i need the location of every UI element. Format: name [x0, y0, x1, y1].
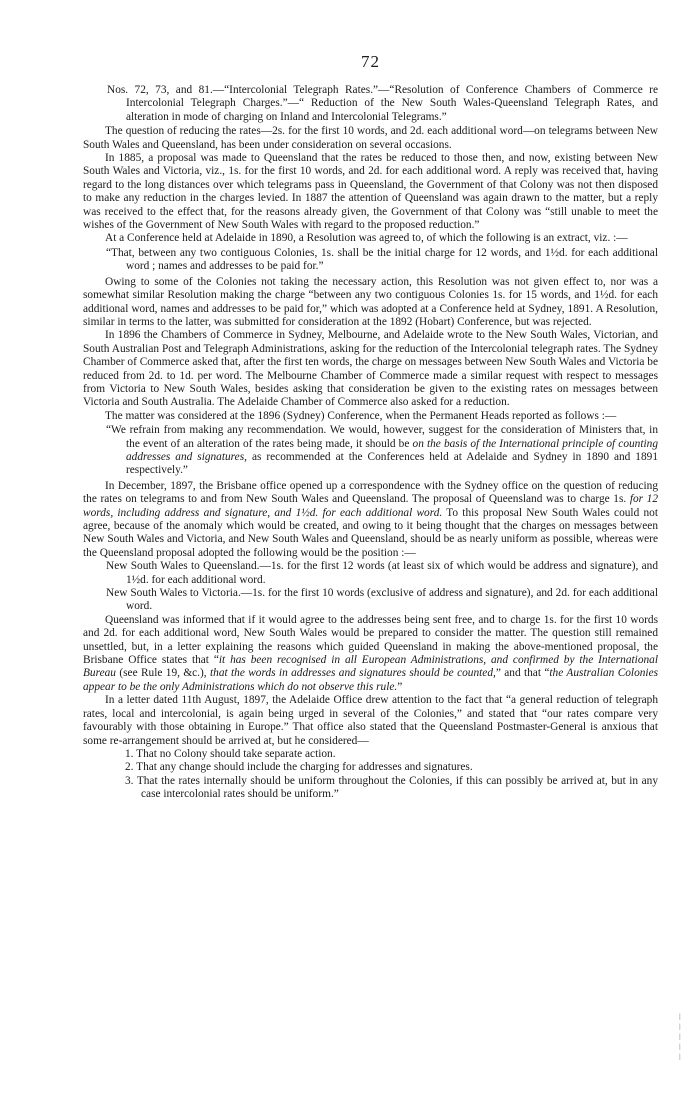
paragraph-1: The question of reducing the rates—2s. for the first 10 words, and 2d. each additional word—on telegrams between New South Wales and Queensland, has been under consideration on several occasions. — [83, 125, 658, 151]
paragraph-5: In 1896 the Chambers of Commerce in Sydney, Melbourne, and Adelaide wrote to the New South Wales, Victorian, and South Australian Post and Telegraph Administrations, asking for the reduction of the Intercolonial telegraph rates. The Sydney Chamber of Commerce asked that, after the first ten words, the charge on messages between New South Wales and Victoria be reduced from 2d. to 1d. per word. The Melbourne Chamber of Commerce made a similar request with respect to messages from Victoria to New South Wales, besides asking that consideration be given to the existing rates on messages between Victoria and South Australia. The Adelaide Chamber of Commerce also asked for a reduction. — [83, 329, 658, 409]
quote-1: “That, between any two contiguous Colonies, 1s. shall be the initial charge for 12 words, and 1½d. for each additional word ; names and addresses to be paid for.” — [106, 246, 658, 273]
list-item: 1. That no Colony should take separate action. — [125, 747, 336, 760]
paragraph-8-emphasis-1: it has been recognised in all European Administrations, and confirmed by the International Bureau — [83, 654, 658, 680]
paragraph-7-text-b: To this proposal New South Wales could not agree, because of the anomaly which would be created, and owing to it being thought that the charges on messages between New South Wales and Victoria, and New South Wales and Queensland, should be as nearly uniform as possible, whereas were the Queensland proposal adopted the following would be the position :— — [83, 506, 658, 559]
section-heading: Nos. 72, 73, and 81.—“Intercolonial Telegraph Rates.”—“Resolution of Conference Chambers of Commerce re Intercolonial Telegraph Charges.”—“ Reduction of the New South Wales-Queensland Telegraph Rates, and alteration in mode of charging on Inland and Intercolonial Telegrams.” — [107, 84, 658, 123]
paragraph-8 — [83, 614, 658, 694]
quote-2-text-a: “We refrain from making any recommendation. We would, however, suggest for the consideration of Ministers that, in the event of an alteration of the rates being made, it should be — [106, 424, 658, 450]
paragraph-3: At a Conference held at Adelaide in 1890, a Resolution was agreed to, of which the following is an extract, viz. :— — [105, 232, 628, 245]
paragraph-8-text-mid2: ” and that “ — [495, 667, 550, 680]
paragraph-8-emphasis-3: the Australian Colonies appear to be the only Administrations which do not observe this rule. — [83, 667, 659, 693]
paragraph-8-text-a: Queensland was informed that if it would agree to the addresses being sent free, and to charge 1s. for the first 10 words and 2d. for each additional word, New South Wales would be prepared to consider the matter. The question still remained unsettled, but, in a letter explaining the reasons which guided Queensland in making the above-mentioned proposal, the Brisbane Office states that “ — [83, 613, 658, 667]
margin-tick-marks: ǀ ǀ ǀ ǀ ǀ — [679, 1012, 681, 1062]
paragraph-7-emphasis: for 12 words, including address and signature, and 1½d. for each additional word. — [83, 493, 658, 519]
list-item: 3. That the rates internally should be uniform throughout the Colonies, if this can possibly be arrived at, but in any case intercolonial rates should be uniform.” — [125, 774, 658, 801]
paragraph-8-text-mid: (see Rule 19, &c.), — [115, 667, 210, 680]
document-page — [83, 0, 658, 802]
quote-2-emphasis: on the basis of the International principle of counting addresses and signatures, — [126, 437, 658, 463]
paragraph-8-text-end: ” — [397, 680, 403, 693]
paragraph-4: Owing to some of the Colonies not taking the necessary action, this Resolution was not given effect to, nor was a somewhat similar Resolution making the charge “between any two contiguous Colonies 1s. for 15 words, and 1½d. for each additional word, names and addresses to be paid for,” which was adopted at a Conference held at Sydney, 1891. A Resolution, similar in terms to the latter, was submitted for consideration at the 1892 (Hobart) Conference, but was rejected. — [83, 275, 658, 328]
quote-2-text-b: as recommended at the Conferences held at Adelaide and Sydney in 1890 and 1891 respectively.” — [126, 450, 658, 477]
paragraph-8-emphasis-2: that the words in addresses and signatures should be counted, — [210, 667, 496, 680]
list-item: 2. That any change should include the charging for addresses and signatures. — [125, 761, 473, 774]
rate-victoria: New South Wales to Victoria.—1s. for the first 10 words (exclusive of address and signature), and 2d. for each additional word. — [106, 587, 658, 613]
rate-queensland: New South Wales to Queensland.—1s. for the first 12 words (at least six of which would be address and signature), and 1½d. for each additional word. — [106, 560, 658, 586]
quote-2 — [83, 424, 658, 478]
page-number: 72 — [361, 52, 380, 71]
paragraph-6: The matter was considered at the 1896 (Sydney) Conference, when the Permanent Heads reported as follows :— — [105, 409, 617, 422]
paragraph-7-text-a: In December, 1897, the Brisbane office opened up a correspondence with the Sydney office on the question of reducing the rates on telegrams to and from New South Wales and Queensland. The proposal of Queensland was to charge 1s. — [83, 479, 658, 506]
paragraph-9: In a letter dated 11th August, 1897, the Adelaide Office drew attention to the fact that “a general reduction of telegraph rates, local and intercolonial, is again being urged in several of the Colonies,” and stated that “our rates compare very favourably with those obtaining in Europe.” That office also stated that the Queensland Postmaster-General is anxious that some re-arrangement should be arrived at, but he considered— — [83, 694, 658, 747]
paragraph-7 — [83, 480, 658, 560]
paragraph-2: In 1885, a proposal was made to Queensland that the rates be reduced to those then, and now, existing between New South Wales and Victoria, viz., 1s. for the first 10 words, and 2d. for each additional word. A reply was received that, having regard to the long distances over which telegrams pass in Queensland, the Government of that Colony was not then disposed to make any reduction in the charges levied. In 1887 the attention of Queensland was again drawn to the matter, but a reply was received to the effect that, for the reasons already given, the Government of that Colony was “still unable to meet the wishes of the Government of New South Wales with regard to the proposed reduction.” — [83, 152, 658, 232]
